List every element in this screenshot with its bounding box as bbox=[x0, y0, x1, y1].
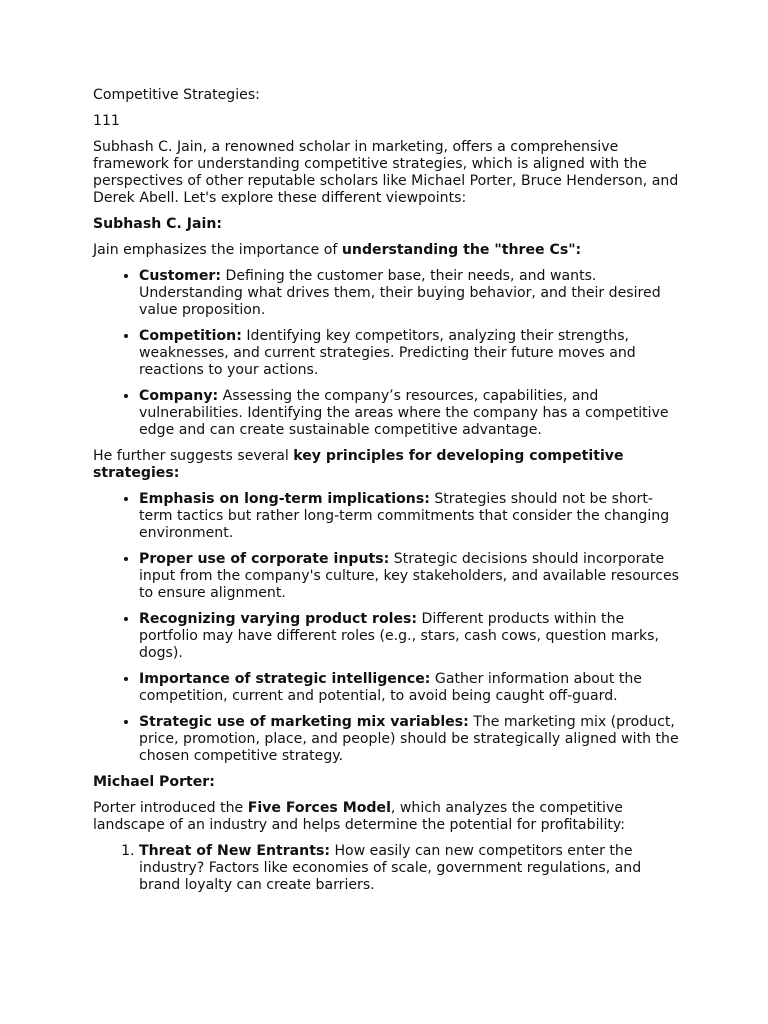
page-number: 111 bbox=[93, 113, 120, 129]
list-item-marketing-mix: • Strategic use of marketing mix variables: The marketing mix (product, price, promotion, place, and people) should be strategically aligned with the chosen competitive strategy. bbox=[139, 714, 685, 765]
intro-paragraph: Subhash C. Jain, a renowned scholar in marketing, offers a comprehensive framework for understanding competitive strategies, which is aligned with the perspectives of other reputable scholars like Michael Porter, Bruce Henderson, and Derek Abell. Let's explore these different viewpoints: bbox=[93, 139, 679, 206]
five-forces-list bbox=[93, 843, 685, 894]
jain-heading: Subhash C. Jain: bbox=[93, 216, 223, 232]
list-item-long-term: • Emphasis on long-term implications: Strategies should not be short-term tactics but rather long-term commitments that consider the changing environment. bbox=[139, 491, 685, 542]
list-item-strategic-intelligence: • Importance of strategic intelligence: Gather information about the competition, current and potential, to avoid being caught off-guard. bbox=[139, 671, 685, 705]
jain-emphasis-paragraph: Jain emphasizes the importance of understanding the "three Cs": bbox=[93, 242, 582, 258]
porter-heading: Michael Porter: bbox=[93, 774, 215, 790]
list-item-corporate-inputs: • Proper use of corporate inputs: Strategic decisions should incorporate input from the company's culture, key stakeholders, and available resources to ensure alignment. bbox=[139, 551, 685, 602]
document-title: Competitive Strategies: bbox=[93, 87, 260, 103]
list-item-new-entrants: 1. Threat of New Entrants: How easily can new competitors enter the industry? Factors like economies of scale, government regulations, and brand loyalty can create barriers. bbox=[139, 843, 685, 894]
principles-paragraph: He further suggests several key principles for developing competitive strategies: bbox=[93, 448, 624, 481]
porter-intro-paragraph: Porter introduced the Five Forces Model, which analyzes the competitive landscape of an industry and helps determine the potential for profitability: bbox=[93, 800, 625, 833]
list-item-company: • Company: Assessing the company’s resources, capabilities, and vulnerabilities. Identifying the areas where the company has a competitive edge and can create sustainable competitive advantage. bbox=[139, 388, 685, 439]
list-item-product-roles: • Recognizing varying product roles: Different products within the portfolio may have different roles (e.g., stars, cash cows, question marks, dogs). bbox=[139, 611, 685, 662]
document-page bbox=[93, 87, 685, 903]
list-item-customer: • Customer: Defining the customer base, their needs, and wants. Understanding what drives them, their buying behavior, and their desired value proposition. bbox=[139, 268, 685, 319]
list-item-competition: • Competition: Identifying key competitors, analyzing their strengths, weaknesses, and current strategies. Predicting their future moves and reactions to your actions. bbox=[139, 328, 685, 379]
three-cs-list bbox=[93, 268, 685, 439]
principles-list bbox=[93, 491, 685, 765]
